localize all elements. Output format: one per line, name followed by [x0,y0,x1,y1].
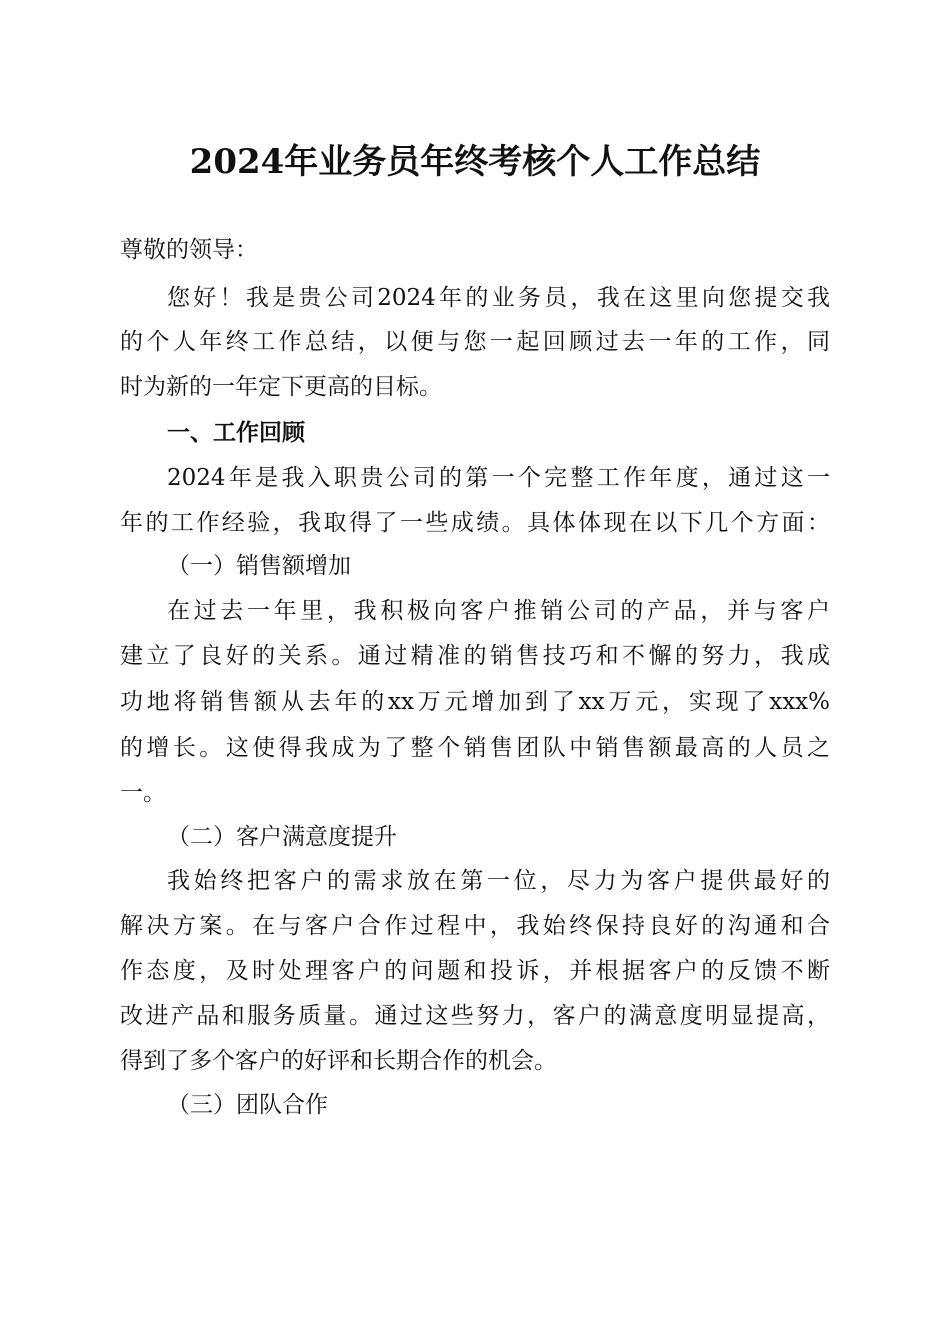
paragraph-line: 改进产品和服务质量。通过这些努力，客户的满意度明显提高， [120,1003,830,1029]
paragraph-line: 功地将销售额从去年的xx万元增加到了xx万元，实现了xxx% [120,689,830,715]
paragraph-line: 一。 [120,780,166,806]
section-heading-work-review: 一、工作回顾 [167,419,305,446]
intro-line: 您好！我是贵公司2024年的业务员，我在这里向您提交我 [167,285,830,311]
paragraph-line: 年的工作经验，我取得了一些成绩。具体体现在以下几个方面： [120,510,830,536]
document-title: 2024年业务员年终考核个人工作总结 [189,142,761,182]
subsection-heading-satisfaction: （二）客户满意度提升 [167,824,397,850]
subsection-heading-teamwork: （三）团队合作 [167,1092,328,1118]
salutation: 尊敬的领导： [120,237,258,263]
paragraph-line: 得到了多个客户的好评和长期合作的机会。 [120,1048,557,1074]
paragraph-line: 的增长。这使得我成为了整个销售团队中销售额最高的人员之 [120,735,830,761]
subsection-heading-sales: （一）销售额增加 [167,553,351,579]
paragraph-line: 作态度，及时处理客户的问题和投诉，并根据客户的反馈不断 [120,958,830,984]
paragraph-line: 建立了良好的关系。通过精准的销售技巧和不懈的努力，我成 [120,643,830,669]
paragraph-line: 在过去一年里，我积极向客户推销公司的产品，并与客户 [167,598,830,624]
intro-line: 时为新的一年定下更高的目标。 [120,374,442,400]
intro-line: 的个人年终工作总结，以便与您一起回顾过去一年的工作，同 [120,329,830,355]
paragraph-line: 解决方案。在与客户合作过程中，我始终保持良好的沟通和合 [120,913,830,939]
paragraph-line: 我始终把客户的需求放在第一位，尽力为客户提供最好的 [167,868,830,894]
paragraph-line: 2024年是我入职贵公司的第一个完整工作年度，通过这一 [167,465,830,491]
